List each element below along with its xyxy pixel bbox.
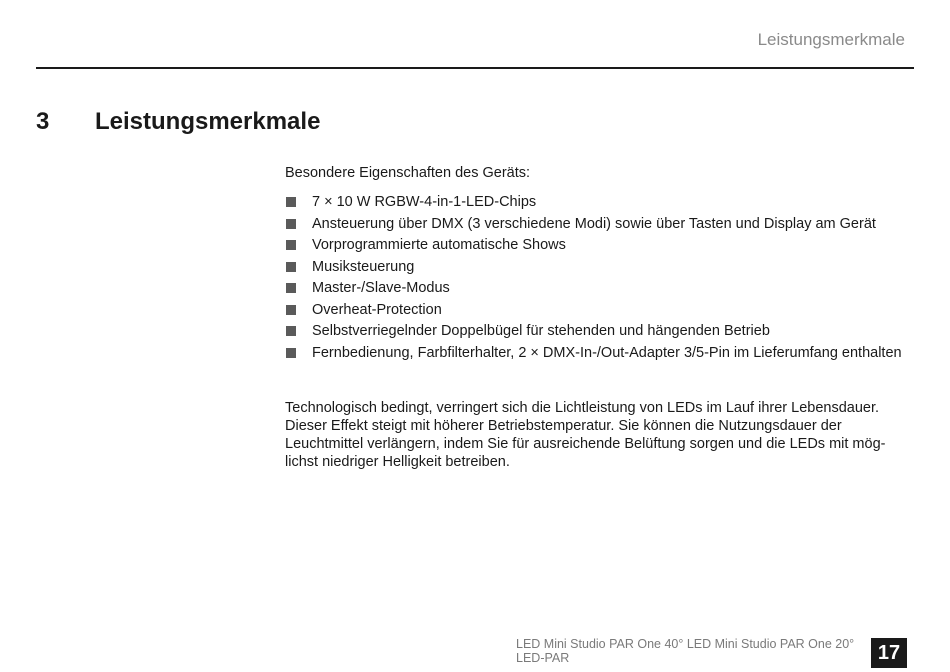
footer-product-name <box>516 637 854 665</box>
feature-item <box>285 193 910 211</box>
chapter-title: Leistungsmerkmale <box>95 108 321 135</box>
feature-text: Vorprogrammierte automatische Shows <box>312 237 566 253</box>
header-divider <box>36 67 914 69</box>
square-bullet-icon <box>286 197 296 207</box>
feature-item <box>285 236 910 254</box>
feature-item <box>285 215 910 233</box>
feature-item <box>285 301 910 319</box>
feature-text: 7 × 10 W RGBW-4-in-1-LED-Chips <box>312 194 537 210</box>
chapter-content <box>285 164 910 485</box>
square-bullet-icon <box>286 326 296 336</box>
intro-text: Besondere Eigenschaften des Geräts: <box>285 165 531 181</box>
chapter-number: 3 <box>36 108 50 135</box>
feature-item <box>285 258 910 276</box>
square-bullet-icon <box>286 305 296 315</box>
square-bullet-icon <box>286 240 296 250</box>
led-lifetime-note: Technologisch bedingt, verringert sich die Lichtleistung von LEDs im Lauf ihrer Lebensdauer. Dieser Effekt steigt mit höherer Betriebstemperatur. Sie können die Nutzungsdauer der Leuchtmittel verlängern, indem Sie für ausreichende Belüftung sorgen und die LEDs mit möglichst niedriger Helligkeit betreiben. <box>285 399 886 470</box>
feature-text: Overheat-Protection <box>312 301 442 318</box>
feature-text: Master-/Slave-Modus <box>312 280 450 296</box>
footer-product-line: LED Mini Studio PAR One 40° LED Mini Studio PAR One 20° <box>516 637 855 651</box>
feature-text: Fernbedienung, Farbfilterhalter, 2 × DMX-In-/Out-Adapter 3/5-Pin im Lieferumfang enthalten <box>312 344 902 361</box>
square-bullet-icon <box>286 348 296 358</box>
chapter-heading <box>36 108 320 136</box>
feature-item <box>285 344 910 362</box>
feature-text: Ansteuerung über DMX (3 verschiedene Modi) sowie über Tasten und Display am Gerät <box>312 215 876 232</box>
running-header-title: Leistungsmerkmale <box>757 30 905 49</box>
feature-text: Musiksteuerung <box>312 258 415 275</box>
square-bullet-icon <box>286 283 296 293</box>
square-bullet-icon <box>286 262 296 272</box>
feature-item <box>285 322 910 340</box>
feature-list <box>285 193 910 362</box>
footer-product-line: LED-PAR <box>516 651 570 665</box>
square-bullet-icon <box>286 219 296 229</box>
feature-item <box>285 279 910 297</box>
feature-text: Selbstverriegelnder Doppelbügel für stehenden und hängenden Betrieb <box>312 323 770 339</box>
page-number: 17 <box>871 638 907 668</box>
